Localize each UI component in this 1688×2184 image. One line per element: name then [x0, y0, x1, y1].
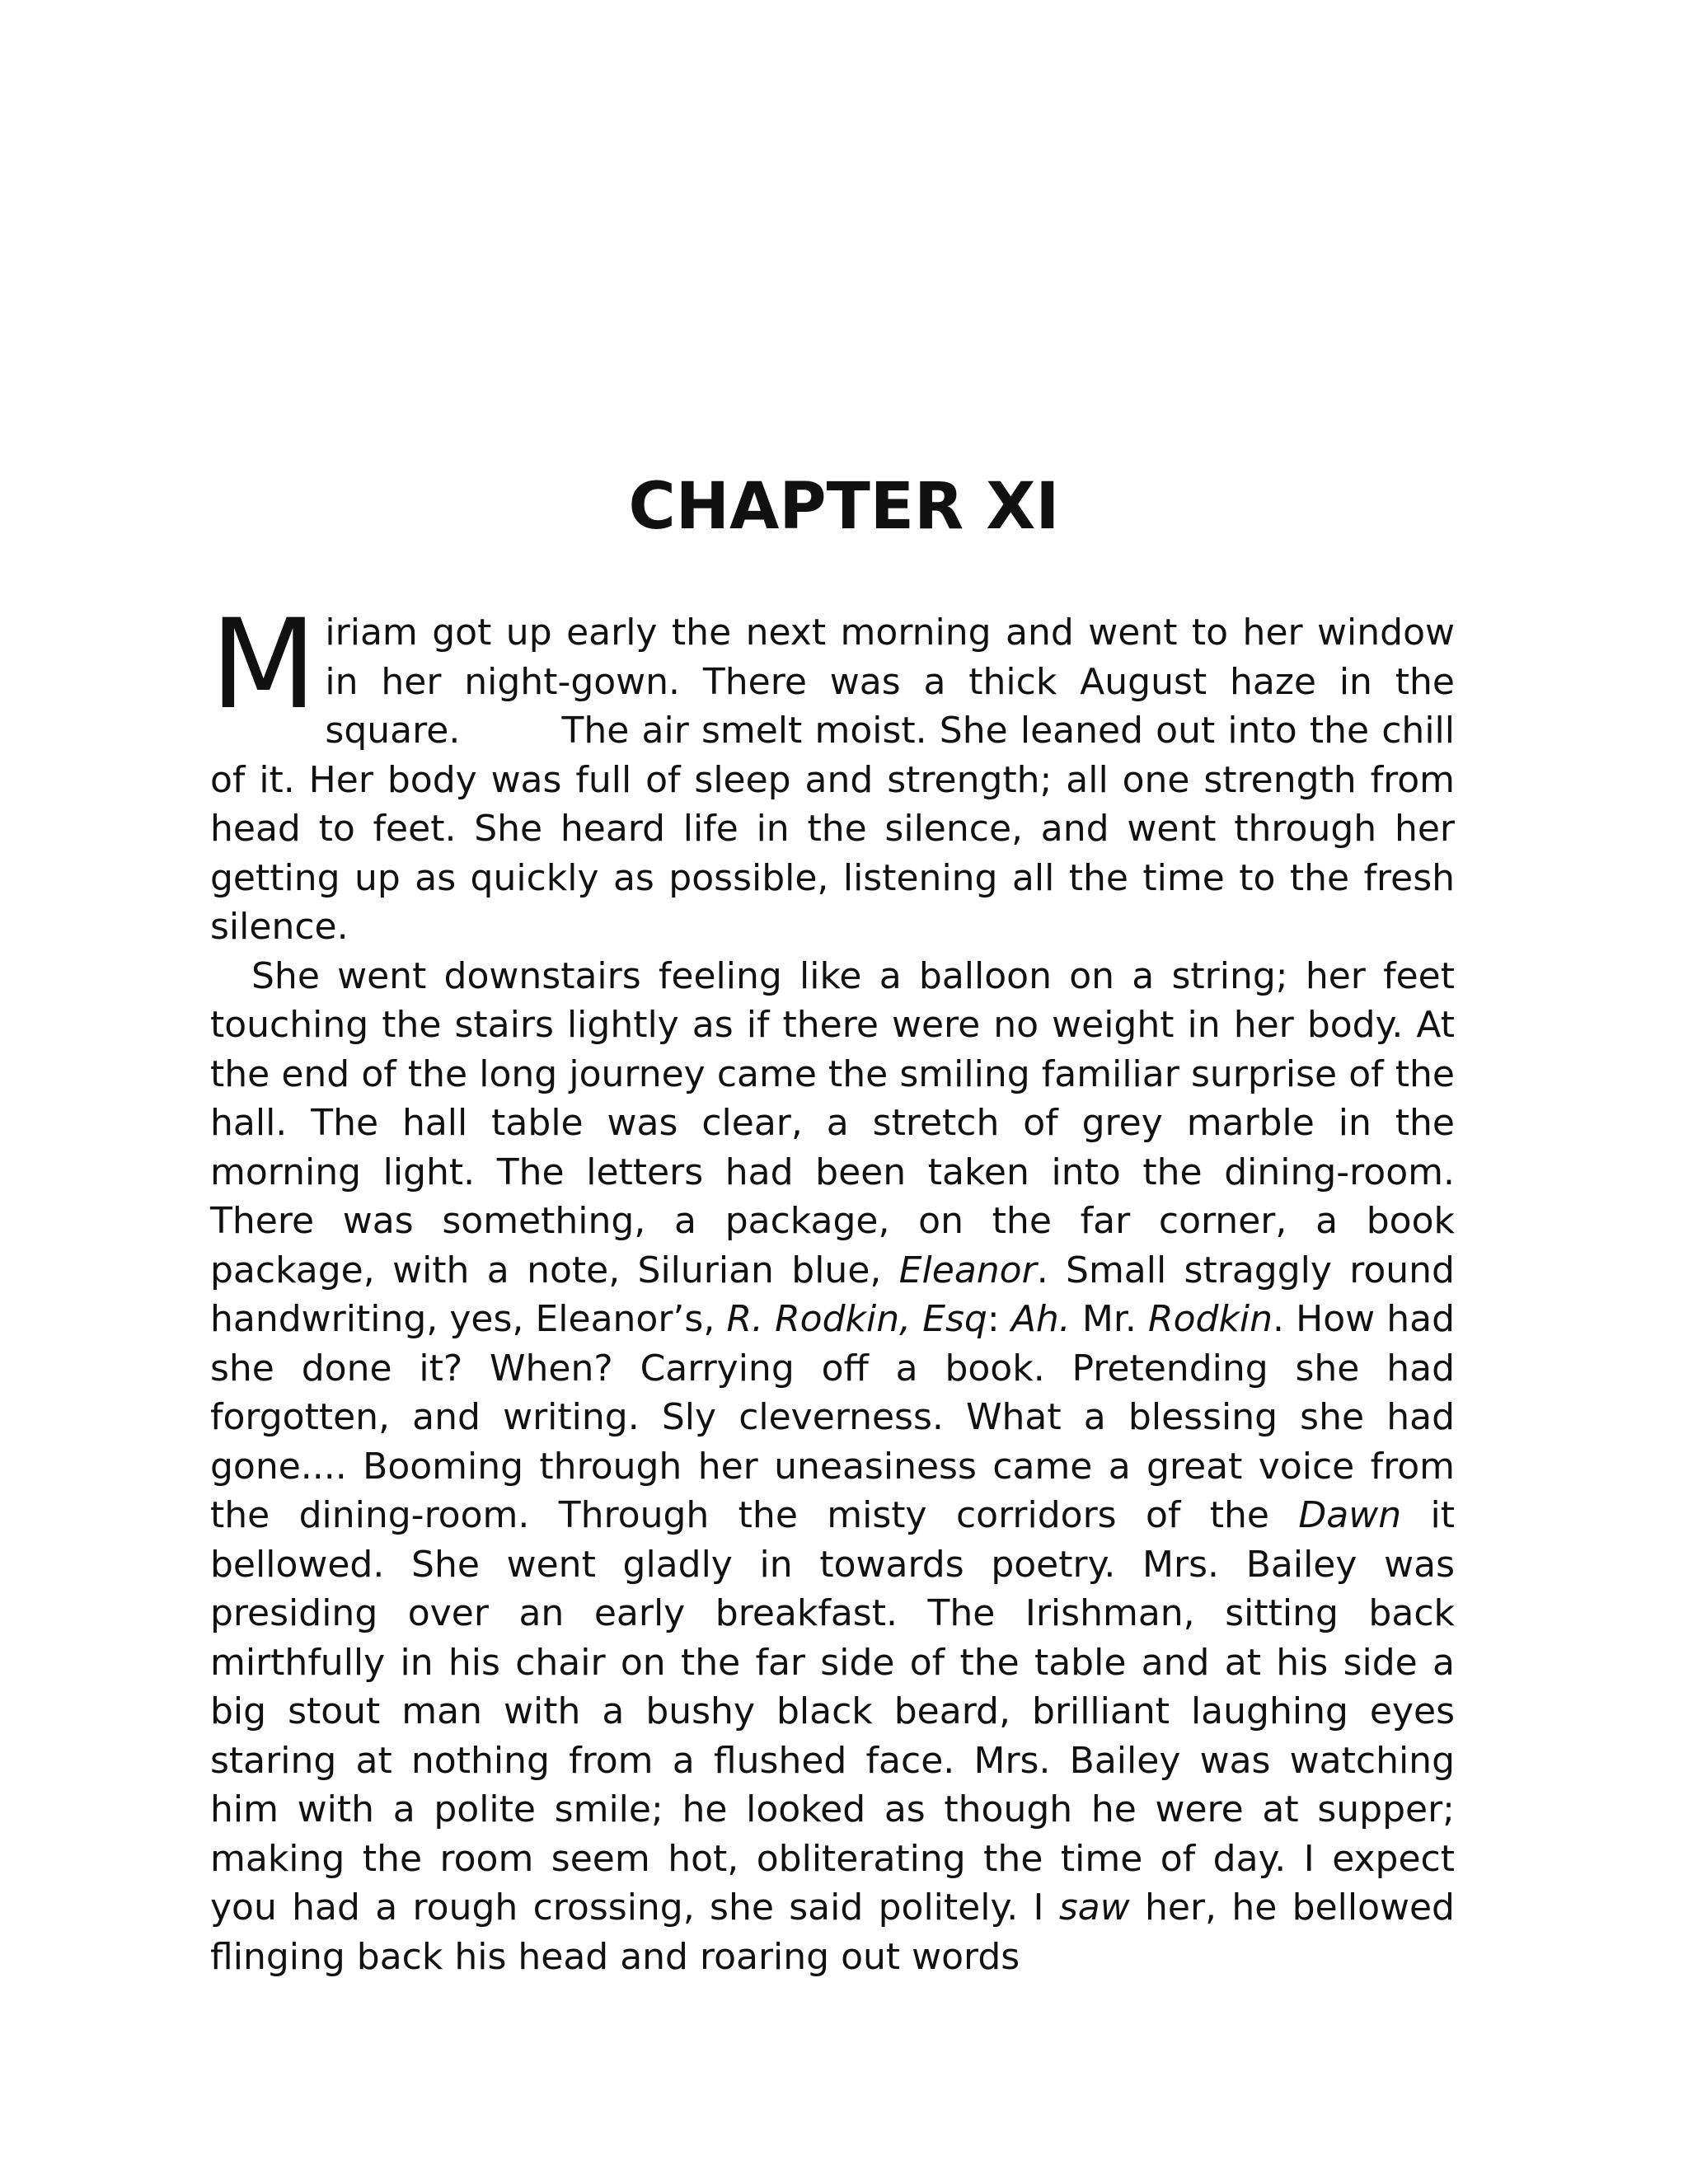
paragraph-2-text-4: Mr. — [1070, 1298, 1149, 1340]
paragraph-2-text-2: . Small straggly round handwriting, yes, Eleanor’s, — [210, 1249, 1455, 1340]
chapter-title: CHAPTER XI — [628, 470, 1060, 544]
italic-ah: Ah. — [1010, 1298, 1071, 1340]
drop-cap-letter: M — [210, 593, 317, 737]
paragraph-1-rest: The air smelt moist. She leaned out into the chill of it. Her body was full of sleep and strength; all one strength from head to feet. She heard life in the silence, and went through her getting up as quickly as possible, listening all the time to the fresh silence. — [210, 710, 1455, 948]
italic-rodkin-esq: R. Rodkin, Esq — [726, 1298, 987, 1340]
italic-dawn: Dawn — [1298, 1494, 1402, 1536]
paragraph-2-text-5: . How had she done it? When? Carrying off a book. Pretending she had forgotten, and writing. Sly cleverness. What a blessing she had gone.... Booming through her uneasiness came a great voice from the dining-room. Through the misty corridors of the — [210, 1298, 1456, 1536]
paragraph-2-text-6: it bellowed. She went gladly in towards poetry. Mrs. Bailey was presiding over an early breakfast. The Irishman, sitting back mirthfully in his chair on the far side of the table and at his side a big stout man with a bushy black beard, brilliant laughing eyes staring at nothing from a flushed face. Mrs. Bailey was watching him with a polite smile; he looked as though he were at supper; making the room seem hot, obliterating the time of day. I expect you had a rough crossing, she said politely. I — [210, 1494, 1455, 1929]
italic-eleanor: Eleanor — [898, 1249, 1037, 1291]
paragraph-2-text-1: She went downstairs feeling like a balloon on a string; her feet touching the stairs lightly as if there were no weight in her body. At the end of the long journey came the smiling familiar surprise of the hall. The hall table was clear, a stretch of grey marble in the morning light. The letters had been taken into the dining-room. There was something, a package, on the far corner, a book package, with a note, Silurian blue, — [210, 954, 1455, 1291]
chapter-body — [210, 593, 1456, 1981]
italic-saw: saw — [1058, 1886, 1130, 1929]
paragraph-2-text-7: her, he bellowed flinging back his head and roaring out words — [210, 1886, 1455, 1978]
paragraph-2 — [210, 952, 1455, 1982]
italic-rodkin: Rodkin — [1148, 1298, 1273, 1340]
paragraph-1-opening: iriam got up early the next morning and went to her window in her night-gown. There was a thick August haze in the square. — [325, 612, 1455, 752]
paragraph-2-text-3: : — [987, 1298, 1011, 1340]
paragraph-1 — [210, 593, 1455, 952]
